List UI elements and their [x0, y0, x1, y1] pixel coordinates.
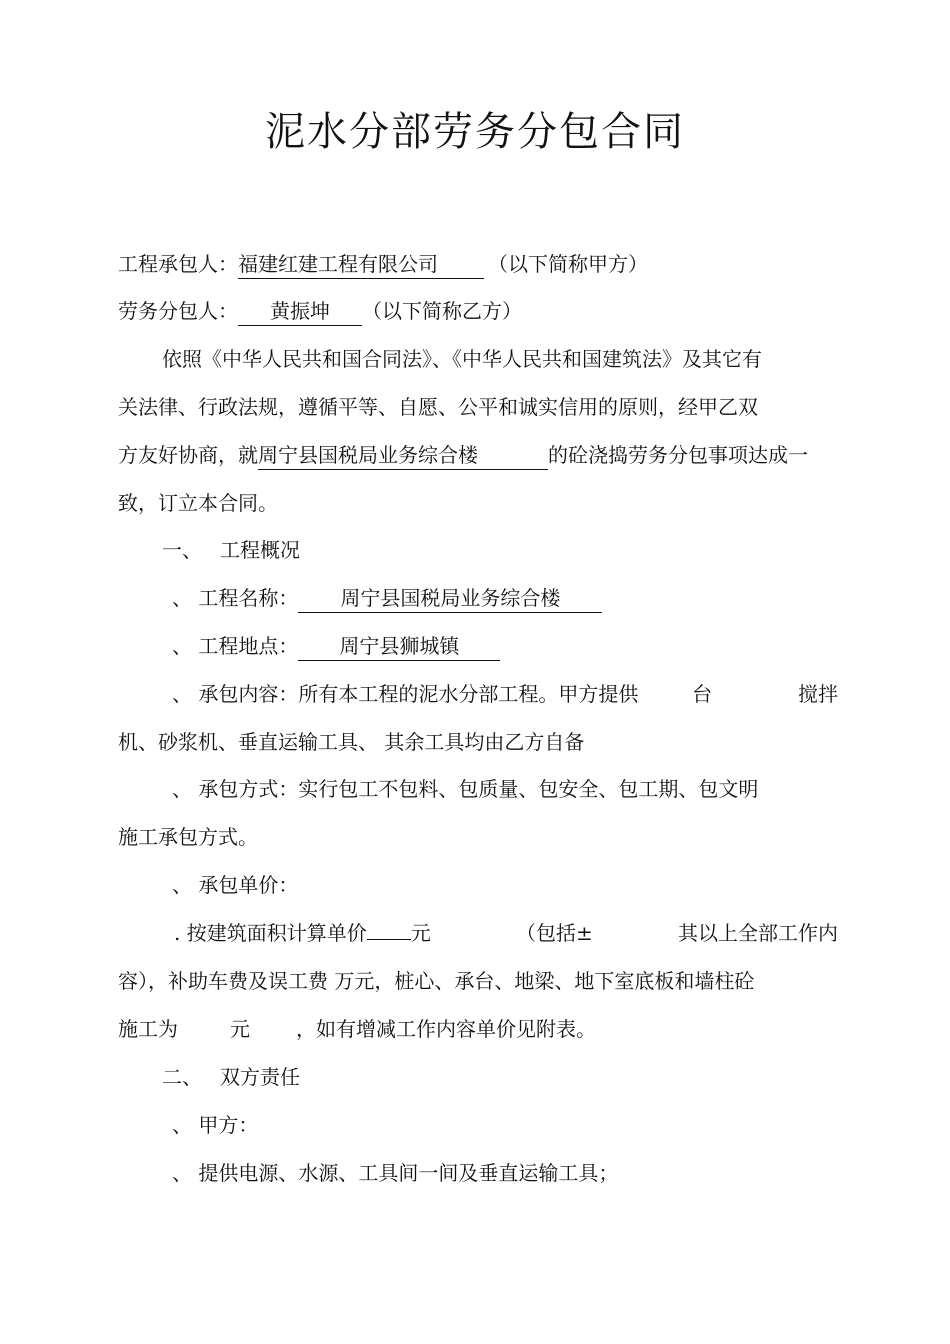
contractor-note: （以下简称甲方） — [488, 252, 648, 276]
preamble-line-3: 方友好协商，就周宁县国税局业务综合楼 的砼浇捣劳务分包事项达成一 — [118, 438, 838, 472]
contractor-label: 工程承包人： — [118, 252, 238, 276]
subcontractor-name: 黄振坤 — [238, 297, 362, 326]
project-name-value: 周宁县国税局业务综合楼 — [298, 584, 602, 613]
project-name-inline: 周宁县国税局业务综合楼 — [258, 441, 548, 470]
party-a-label-line: 、 甲方： — [172, 1113, 259, 1137]
subcontractor-note: （以下简称乙方） — [362, 299, 522, 323]
project-location-value: 周宁县狮城镇 — [298, 632, 500, 661]
preamble-line-4: 致，订立本合同。 — [118, 491, 278, 515]
contractor-line — [118, 247, 838, 281]
contractor-name: 福建红建工程有限公司 — [238, 250, 484, 279]
subcontractor-label: 劳务分包人： — [118, 299, 238, 323]
preamble-line-1: 依照《中华人民共和国合同法》、《中华人民共和国建筑法》及其它有 — [162, 347, 762, 371]
project-name-line: 、 工程名称： 周宁县国税局业务综合楼 — [118, 581, 838, 615]
project-location-line: 、 工程地点： 周宁县狮城镇 — [118, 629, 838, 663]
method-line-2: 施工承包方式。 — [118, 825, 258, 849]
party-a-item-1: 、 提供电源、水源、工具间一间及垂直运输工具； — [172, 1161, 619, 1185]
price-line-3: 施工为 元 ，如有增减工作内容单价见附表。 — [118, 1017, 596, 1041]
scope-line-1: 、 承包内容：所有本工程的泥水分部工程。甲方提供 台 搅拌 — [172, 682, 838, 706]
price-line-1: . 按建筑面积计算单价 元 （包括± 其以上全部工作内 — [174, 921, 838, 945]
price-line-2: 容），补助车费及误工费 万元，桩心、承台、地梁、地下室底板和墙柱砼 — [118, 969, 755, 993]
section-2-heading: 二、 双方责任 — [162, 1065, 300, 1089]
unit-price-label-line: 、 承包单价： — [172, 873, 299, 897]
method-line-1: 、 承包方式：实行包工不包料、包质量、包安全、包工期、包文明 — [172, 777, 759, 801]
unit-price-blank — [367, 939, 411, 940]
preamble-line-2: 关法律、行政法规，遵循平等、自愿、公平和诚实信用的原则，经甲乙双 — [118, 395, 758, 419]
subcontractor-line — [118, 294, 838, 328]
scope-line-2: 机、砂浆机、垂直运输工具、 其余工具均由乙方自备 — [118, 730, 585, 754]
document-title: 泥水分部劳务分包合同 — [265, 109, 685, 155]
section-1-heading: 一、 工程概况 — [162, 538, 300, 562]
